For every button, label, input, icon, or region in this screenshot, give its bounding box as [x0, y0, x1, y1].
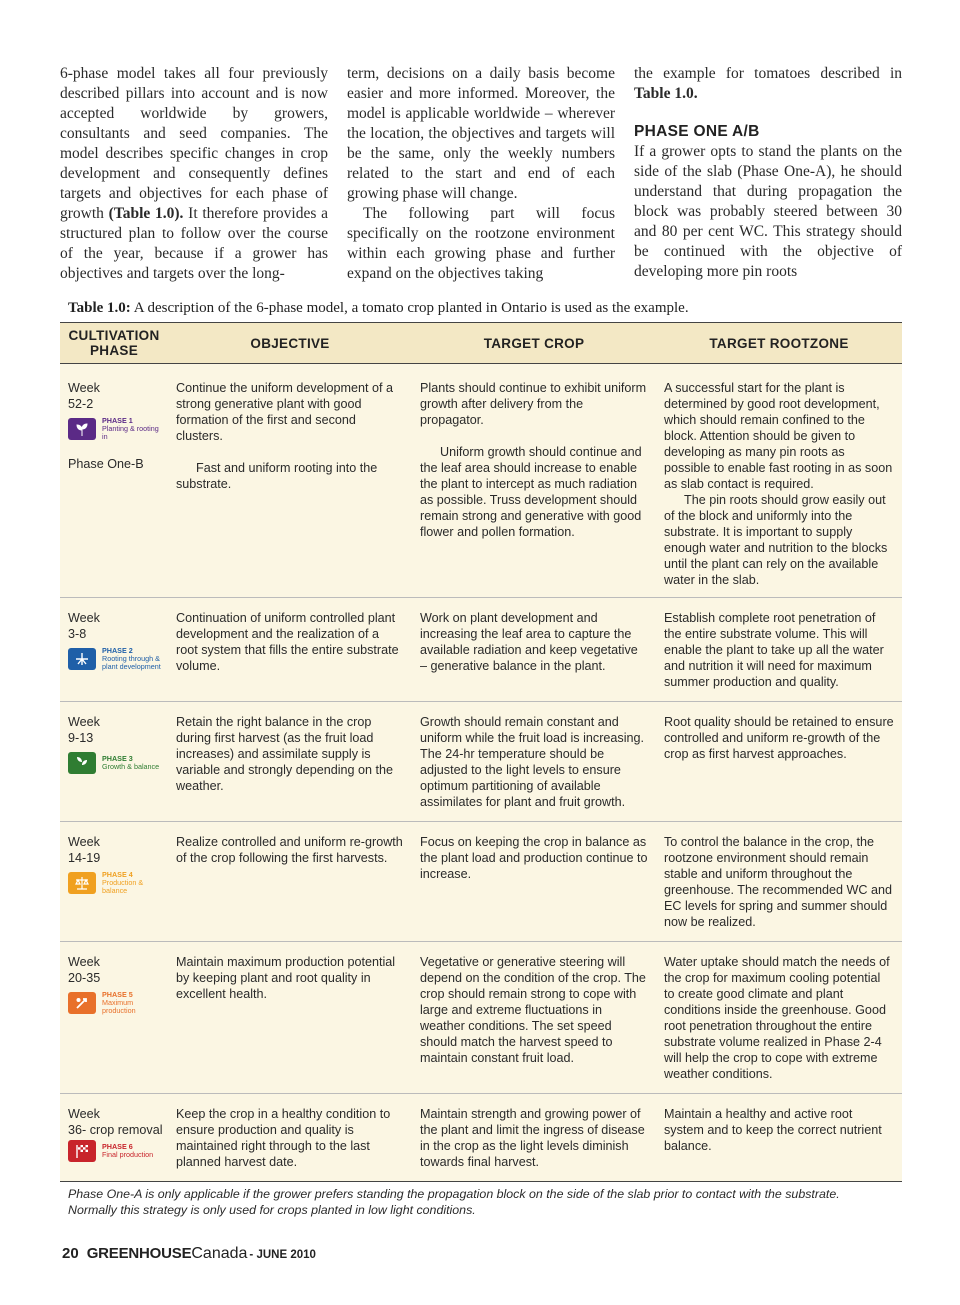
- table-row: [60, 822, 902, 942]
- phase-cell: Week 9-13 PHASE 3 Growth & balance: [60, 714, 168, 821]
- objective-cell: Continue the uniform development of a strong generative plant with good formation of the first and second clusters. Fast and uniform rooting into the substrate.: [176, 381, 394, 491]
- table-footnote: Phase One-A is only applicable if the grower prefers standing the propagation block on the side of the slab prior to contact with the substrate. Normally this strategy is only used for crops planted in low light conditions.: [68, 1187, 840, 1217]
- issue-date: - JUNE 2010: [249, 1249, 316, 1261]
- objective-cell: Maintain maximum production potential by keeping plant and root quality in excellent health.: [176, 955, 396, 1001]
- week-range: 20-35: [68, 971, 101, 985]
- phase-cell: Week 36- crop removal PHASE 6 Final production: [60, 1106, 168, 1181]
- objective-cell: Retain the right balance in the crop during first harvest (as the fruit load increases) and assimilate supply is variable and strongly depending on the weather.: [176, 715, 394, 793]
- phase-one-b-label: Phase One-B: [68, 457, 144, 471]
- target-crop-cell: Focus on keeping the crop in balance as the plant load and production continue to increase.: [420, 835, 648, 881]
- table-reference: Table 1.0.: [634, 85, 698, 102]
- phase-cell: Week 52-2 PHASE 1 Planting & rooting in Phase One-B: [60, 380, 168, 597]
- production-icon: [68, 992, 96, 1014]
- objective-cell: Realize controlled and uniform re-growth of the crop following the first harvests.: [176, 835, 403, 865]
- header-target-rootzone: TARGET ROOTZONE: [709, 335, 849, 351]
- section-heading: PHASE ONE A/B: [634, 123, 760, 140]
- table-row: [60, 598, 902, 702]
- balance-icon: [68, 872, 96, 894]
- target-rootzone-cell: Root quality should be retained to ensure controlled and uniform re-growth of the crop as first harvest approaches.: [664, 715, 894, 761]
- phase-cell: Week 14-19 PHASE 4 Production & balance: [60, 834, 168, 941]
- table-header: [60, 323, 902, 364]
- phase-table: [60, 322, 902, 1182]
- target-rootzone-cell: Establish complete root penetration of the entire substrate volume. This will enable the plant to take up all the water and nutrition it will need for maximum summer production and quality.: [664, 611, 884, 689]
- table-row: [60, 1094, 902, 1182]
- table-row: [60, 942, 902, 1094]
- target-crop-cell: Maintain strength and growing power of the plant and limit the ingress of disease in the crop as the light levels diminish towards final harvest.: [420, 1107, 645, 1169]
- phase-badge: PHASE 5 Maximum production: [68, 990, 166, 1016]
- magazine-name: GREENHOUSE: [86, 1245, 192, 1262]
- target-crop-cell: Growth should remain constant and uniform while the fruit load is increasing. The 24-hr temperature should be adjusted to the light levels to ensure optimum partitioning of available assimilates for plant and fruit growth.: [420, 715, 644, 809]
- header-target-crop: TARGET CROP: [483, 335, 585, 351]
- page-folio: [62, 1245, 316, 1263]
- target-rootzone-cell: Water uptake should match the needs of the crop for maximum cooling potential to create good climate and plant conditions inside the greenhouse. Good root penetration throughout the entire substrate volume realized in Phase 2-4 will help the crop to cope with extreme weather conditions.: [664, 955, 890, 1081]
- objective-cell: Keep the crop in a healthy condition to ensure production and quality is maintained right through to the last planned harvest date.: [176, 1107, 391, 1169]
- paragraph: the example for tomatoes described in Table 1.0.: [634, 65, 902, 102]
- week-range: 52-2: [68, 397, 94, 411]
- week-range: 9-13: [68, 731, 94, 745]
- text-column-3: [634, 64, 902, 282]
- paragraph: If a grower opts to stand the plants on the side of the slab (Phase One-A), he should understand that during propagation the block was probably steered between 30 and 80 per cent WC. This strategy should be continued with the objective of developing more pin roots: [634, 143, 902, 280]
- phase-badge: PHASE 2 Rooting through & plant development: [68, 646, 166, 672]
- paragraph: The following part will focus specifically on the rootzone environment within each growing phase and further expand on the objectives taking: [347, 205, 615, 282]
- phase-badge: PHASE 1 Planting & rooting in: [68, 416, 166, 442]
- text-column-1: [60, 64, 328, 284]
- magazine-name-suffix: Canada: [191, 1245, 248, 1262]
- target-rootzone-cell: Maintain a healthy and active root system and to keep the correct nutrient balance.: [664, 1107, 882, 1153]
- target-rootzone-cell: To control the balance in the crop, the rootzone environment should remain stable and uniform throughout the greenhouse. The recommended WC and EC levels for spring and summer should now be realized.: [664, 835, 892, 929]
- target-crop-cell: Plants should continue to exhibit uniform growth after delivery from the propagator. Uniform growth should continue and the leaf area should increase to enable the plant to intercept as much radiation as possible. Truss development should remain strong and generative with good flower and pollen formation.: [420, 381, 647, 539]
- paragraph: 6-phase model takes all four previously described pillars into account and is now accepted worldwide by growers, consultants and seed companies. The model describes specific changes in crop development and consequently defines targets and objectives for each phase of growth (Table 1.0). It therefore provides a structured plan to follow over the course of the year, because if a grower has objectives and targets over the long-: [60, 65, 329, 282]
- target-crop-cell: Work on plant development and increasing the leaf area to capture the available radiation and keep vegetative – generative balance in the plant.: [420, 611, 638, 673]
- table-row: [60, 702, 902, 822]
- roots-icon: [68, 648, 96, 670]
- table-caption: Table 1.0: A description of the 6-phase model, a tomato crop planted in Ontario is used as the example.: [68, 300, 689, 316]
- table-row: [60, 364, 902, 598]
- header-objective: OBJECTIVE: [250, 335, 330, 351]
- objective-cell: Continuation of uniform controlled plant development and the realization of a root system that fills the entire substrate volume.: [176, 611, 399, 673]
- phase-cell: Week 3-8 PHASE 2 Rooting through & plant development: [60, 610, 168, 701]
- seedling-icon: [68, 418, 96, 440]
- phase-badge: PHASE 4 Production & balance: [68, 870, 166, 896]
- week-range: 3-8: [68, 627, 87, 641]
- phase-badge: PHASE 6 Final production: [68, 1138, 166, 1164]
- target-crop-cell: Vegetative or generative steering will depend on the condition of the crop. The crop should remain strong to cope with large and extreme fluctuations in weather conditions. The set speed should match the harvest speed to maintain constant fruit load.: [420, 955, 646, 1065]
- plant-icon: [68, 752, 96, 774]
- phase-badge: PHASE 3 Growth & balance: [68, 750, 166, 776]
- week-range: 14-19: [68, 851, 101, 865]
- finish-flag-icon: [68, 1140, 96, 1162]
- week-range: 36- crop removal: [68, 1123, 163, 1137]
- table-reference: (Table 1.0).: [108, 205, 184, 222]
- target-rootzone-cell: A successful start for the plant is determined by good root development, which should remain confined to the block. Attention should be given to developing as many pin roots as possible to enable fast rooting in as soon as slab contact is required. The pin roots should grow easily out of the block and uniformly into the substrate. It is important to supply enough water and nutrition to the blocks until the plant can rely on the available water in the slab.: [664, 381, 893, 587]
- header-cultivation-phase: CULTIVATION PHASE: [68, 328, 160, 358]
- paragraph: term, decisions on a daily basis become easier and more informed. Moreover, the model is applicable worldwide – wherever the location, the objectives and targets will be the same, only the weekly numbers related to the start and end of each growing phase will change.: [347, 65, 615, 202]
- phase-cell: Week 20-35 PHASE 5 Maximum production: [60, 954, 168, 1093]
- page-number: 20: [62, 1245, 79, 1262]
- text-column-2: [347, 64, 615, 284]
